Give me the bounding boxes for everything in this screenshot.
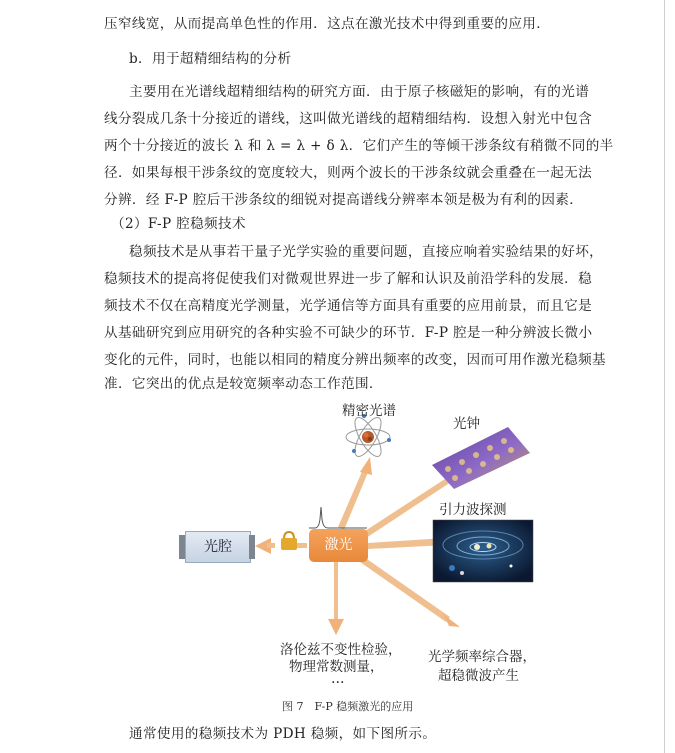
subheading-b: b．用于超精细结构的分析 [129,51,292,67]
text-line-tail: 通常使用的稳频技术为 PDH 稳频，如下图所示。 [129,726,437,742]
optical-cavity-box: 光腔 [185,531,251,563]
gravitational-wave-image [433,520,533,582]
atom-icon [346,414,391,460]
label-lorentz-2: 物理常数测量， [289,659,384,675]
text-line-10: 稳频技术的提高将促使我们对微观世界进一步了解和认识及前沿学科的发展．稳 [104,271,593,287]
pulse-shape [309,507,367,528]
text-line-9: 稳频技术是从事若干量子光学实验的重要问题，直接应响着实验结果的好坏， [129,244,604,260]
text-line-1: 压窄线宽，从而提高单色性的作用．这点在激光技术中得到重要的应用． [104,16,551,32]
laser-box: 激光 [309,529,368,562]
label-frequency-comb-2: 超稳微波产生 [438,668,519,684]
label-lorentz-1: 洛伦兹不变性检验， [280,642,402,658]
label-gravitational-wave: 引力波探测 [439,502,507,518]
figure-fp-laser-applications [170,395,550,690]
text-line-5: 两个十分接近的波长 λ 和 λ = λ + δ λ．它们产生的等倾干涉条纹有稍微不同的半 [104,138,614,154]
label-lorentz-3: … [331,671,345,687]
text-line-7: 分辨．经 F-P 腔后干涉条纹的细锐对提高谱线分辨率本领是极为有利的因素． [104,192,584,208]
arrow-to-lorentz [334,562,338,622]
arrow-to-spectrum [338,467,369,530]
text-line-3: 主要用在光谱线超精细结构的研究方面．由于原子核磁矩的影响，有的光谱 [129,84,590,100]
text-line-4: 线分裂成几条十分接近的谱线，这叫做光谱线的超精细结构．设想入射光中包含 [104,111,593,127]
optical-lattice-image [432,427,530,489]
label-precision-spectrum: 精密光谱 [342,403,396,419]
text-line-14: 准．它突出的优点是较宽频率动态工作范围． [104,376,383,392]
figure-caption: 图 7 F-P 稳频激光的应用 [282,700,414,713]
page-edge [664,0,665,753]
cavity-end-right [249,535,255,559]
label-optical-clock: 光钟 [453,416,480,432]
text-line-13: 变化的元件，同时，也能以相同的精度分辨出频率的改变，因而可用作激光稳频基 [104,352,606,368]
text-line-12: 从基础研究到应用研究的各种实验不可缺少的环节．F-P 腔是一种分辨波长微小 [104,325,593,341]
text-line-6: 径．如果每根干涉条纹的宽度较大，则两个波长的干涉条纹就会重叠在一起无法 [104,165,593,181]
subheading-2: （2）F-P 腔稳频技术 [111,216,246,232]
text-line-11: 频技术不仅在高精度光学测量，光学通信等方面具有重要的应用前景，而且它是 [104,298,593,314]
lock-icon [281,532,297,550]
label-frequency-comb-1: 光学频率综合器， [428,649,536,665]
